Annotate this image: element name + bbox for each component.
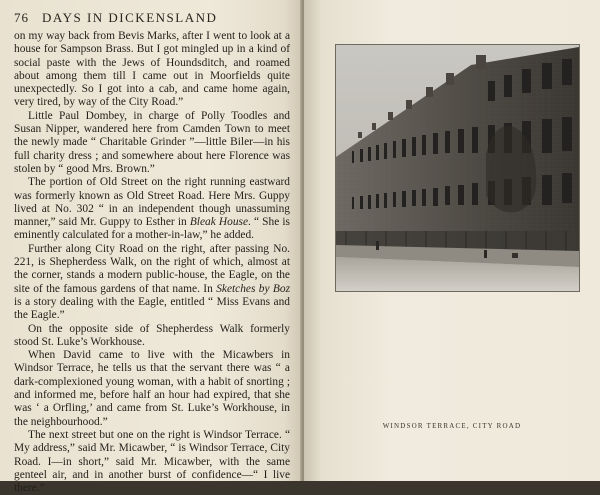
right-page bbox=[304, 0, 600, 481]
paragraph: The next street but one on the right is Windsor Terrace. “ My address,” said Mr. Micawber, “ is Windsor Terrace, City Road. I—in short,” said Mr. Micawber, with the same genteel air, and in another burst of confidence—“ I live there.” bbox=[14, 428, 290, 495]
running-head-title: DAYS IN DICKENSLAND bbox=[42, 10, 218, 25]
text-run: Further along City Road on the right, after passing No. 221, is Shepherdess Walk, on the right of which, almost at the corner, stands a modern public-house, the Eagle, on the site of the famous gardens of that name. In bbox=[14, 242, 290, 295]
text-run: is a story dealing with the Eagle, entitled “ Miss Evans and the Eagle.” bbox=[14, 295, 290, 322]
figure bbox=[376, 241, 379, 250]
paragraph bbox=[14, 176, 290, 242]
pram bbox=[512, 253, 518, 258]
book-title-italic: Bleak House bbox=[189, 216, 249, 229]
paragraph: Little Paul Dombey, in charge of Polly Toodles and Susan Nipper, wandered here from Camden Town to meet the newly made “ Charitable Grinder ”—little Biler—in his full charity dress ; and somewhere about here Florence was stolen by “ good Mrs. Brown.” bbox=[14, 109, 290, 175]
figure bbox=[484, 250, 487, 258]
paragraph: When David came to live with the Micawbers in Windsor Terrace, he tells us that the servant there was “ a dark-complexioned young woman, with a habit of snorting ; and informed me, before half an hour had expired, that she was ‘ a Orfling,’ and came from St. Luke’s Workhouse, in the neighbourhood.” bbox=[14, 349, 290, 428]
terrace-photograph bbox=[336, 45, 579, 291]
page-number: 76 bbox=[14, 10, 29, 25]
photograph-plate bbox=[335, 44, 580, 292]
paragraph bbox=[14, 243, 290, 323]
book-title-italic: Sketches by Boz bbox=[216, 282, 290, 295]
text-run: The portion of Old Street on the right running eastward was formerly known as Old Street Road. Here Mrs. Guppy lived at No. 302 “ in an independent though unassuming manner,” said Mr. Guppy to Esther in bbox=[14, 176, 290, 229]
text-run: . “ She is eminently calculated for a mother-in-law,” he added. bbox=[14, 216, 290, 242]
paragraph: on my way back from Bevis Marks, after I went to look at a house for Sampson Brass. But I got mingled up in a kind of social paste with the Jews of Houndsditch, and roamed about among them till I came out in Moorfields quite unexpectedly. So I got into a cab, and came home again, very tired, by way of the City Road.” bbox=[14, 30, 290, 109]
body-text bbox=[14, 30, 290, 495]
paragraph: On the opposite side of Shepherdess Walk formerly stood St. Luke’s Workhouse. bbox=[14, 322, 290, 348]
plate-caption: WINDSOR TERRACE, CITY ROAD bbox=[382, 422, 522, 430]
